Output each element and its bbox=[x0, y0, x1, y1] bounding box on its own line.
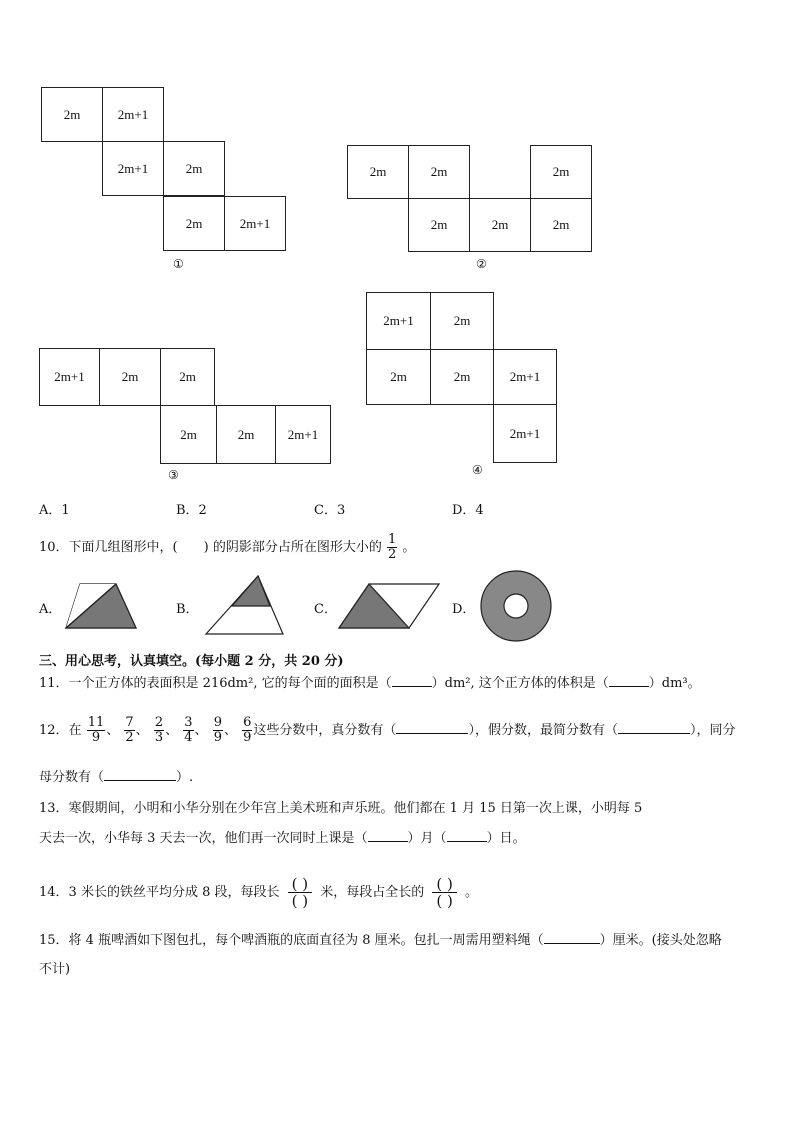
fraction-numerator: 9 bbox=[213, 715, 222, 730]
fraction-numerator: 11 bbox=[87, 715, 105, 730]
net-cell: 2m bbox=[216, 405, 276, 464]
fraction-numerator: 7 bbox=[125, 715, 134, 730]
net-cell: 2m bbox=[163, 196, 225, 251]
q9-option-c[interactable]: C．3 bbox=[314, 503, 346, 518]
q11-text: ）dm³。 bbox=[648, 676, 701, 691]
net-cell: 2m+1 bbox=[102, 141, 164, 196]
q14-text: 14．3 米长的铁丝平均分成 8 段，每段长 bbox=[39, 885, 280, 900]
answer-blank[interactable] bbox=[609, 674, 649, 687]
fraction-denominator: 4 bbox=[184, 730, 193, 745]
fraction bbox=[183, 716, 193, 745]
q10-option-d-label[interactable]: D． bbox=[452, 602, 476, 617]
fraction-denominator: 9 bbox=[91, 730, 101, 745]
fraction-numerator: 3 bbox=[184, 715, 193, 730]
fraction bbox=[124, 716, 134, 745]
answer-blank[interactable] bbox=[447, 829, 487, 842]
net-label: ③ bbox=[168, 468, 179, 482]
q14-question bbox=[39, 870, 478, 916]
net-cell: 2m bbox=[408, 145, 470, 199]
net-cell: 2m bbox=[163, 141, 225, 196]
q14-text: 米，每段占全长的 bbox=[320, 885, 425, 900]
answer-blank[interactable] bbox=[618, 721, 690, 734]
q13-text: ）月（ bbox=[407, 831, 447, 846]
section-3-heading: 三、用心思考，认真填空。(每小题 2 分，共 20 分) bbox=[39, 654, 344, 669]
answer-blank[interactable] bbox=[104, 768, 176, 781]
q10-figure-d-ring bbox=[478, 569, 554, 643]
q12-text: 母分数有（ bbox=[39, 770, 105, 785]
net-cell: 2m+1 bbox=[493, 349, 557, 405]
answer-blank[interactable] bbox=[368, 829, 408, 842]
net-cell: 2m+1 bbox=[39, 348, 100, 406]
q10-option-c-label[interactable]: C． bbox=[314, 602, 337, 617]
net-label: ④ bbox=[472, 463, 483, 477]
q12-text: ）. bbox=[176, 770, 194, 785]
fraction bbox=[154, 716, 164, 745]
q15-question-line2: 不计) bbox=[39, 962, 71, 977]
net-cell: 2m+1 bbox=[275, 405, 331, 464]
separator: 、 bbox=[165, 723, 179, 738]
net-cell: 2m+1 bbox=[224, 196, 286, 251]
net-cell: 2m bbox=[366, 349, 431, 405]
q13-text: 天去一次，小华每 3 天去一次，他们再一次同时上课是（ bbox=[39, 831, 368, 846]
q10-option-a-label[interactable]: A． bbox=[39, 602, 62, 617]
net-cell: 2m+1 bbox=[366, 292, 431, 350]
fraction-denominator: 3 bbox=[154, 730, 164, 745]
net-label: ② bbox=[476, 257, 487, 271]
separator: 、 bbox=[135, 723, 149, 738]
q12-question-line2 bbox=[39, 768, 193, 788]
q12-text: 这些分数中，真分数有（ bbox=[253, 723, 397, 738]
q11-text: 11．一个正方体的表面积是 216dm², 它的每个面的面积是（ bbox=[39, 676, 392, 691]
q13-text: ）日。 bbox=[486, 831, 526, 846]
fraction-numerator-blank[interactable]: ( ) bbox=[432, 876, 456, 893]
q10-question bbox=[39, 533, 415, 562]
fraction bbox=[213, 716, 223, 745]
fraction-denominator-blank[interactable]: ( ) bbox=[291, 892, 309, 910]
q10-end: 。 bbox=[402, 540, 416, 555]
q11-question bbox=[39, 674, 701, 694]
net-cell: 2m bbox=[41, 87, 103, 142]
q9-option-d[interactable]: D．4 bbox=[452, 503, 484, 518]
net-cell: 2m bbox=[469, 198, 531, 252]
answer-blank[interactable] bbox=[544, 931, 600, 944]
q14-text: 。 bbox=[465, 885, 479, 900]
blank-fraction[interactable] bbox=[432, 876, 456, 909]
fraction bbox=[242, 716, 252, 745]
q10-fraction bbox=[387, 533, 397, 562]
q15-text: 15．将 4 瓶啤酒如下图包扎，每个啤酒瓶的底面直径为 8 厘米。包扎一周需用塑料绳（ bbox=[39, 933, 544, 948]
fraction-numerator: 2 bbox=[154, 715, 164, 730]
net-cell: 2m bbox=[160, 348, 215, 406]
net-label: ① bbox=[173, 257, 184, 271]
net-cell: 2m+1 bbox=[102, 87, 164, 142]
q9-option-b[interactable]: B．2 bbox=[176, 503, 207, 518]
q12-text: ），同分 bbox=[689, 723, 736, 738]
q10-figure-a-trapezoid bbox=[64, 582, 138, 630]
fraction-denominator-blank[interactable]: ( ) bbox=[436, 892, 453, 910]
separator: 、 bbox=[223, 723, 237, 738]
fraction-denominator: 9 bbox=[213, 730, 222, 745]
net-cell: 2m bbox=[430, 349, 494, 405]
q13-question-line2 bbox=[39, 829, 526, 849]
q10-figure-c-parallelogram bbox=[337, 582, 441, 630]
net-cell: 2m bbox=[347, 145, 409, 199]
q13-question-line1: 13．寒假期间，小明和小华分别在少年宫上美术班和声乐班。他们都在 1 月 15 日第一次上课，小明每 5 bbox=[39, 801, 643, 816]
net-cell: 2m bbox=[99, 348, 161, 406]
q10-text: 10．下面几组图形中，( ) 的阴影部分占所在图形大小的 bbox=[39, 540, 382, 555]
q15-question-line1 bbox=[39, 931, 722, 951]
q12-question bbox=[39, 710, 735, 752]
fraction-numerator-blank[interactable]: ( ) bbox=[288, 876, 312, 893]
net-cell: 2m bbox=[408, 198, 470, 252]
q12-text: ），假分数，最简分数有（ bbox=[468, 723, 618, 738]
fraction bbox=[87, 716, 106, 745]
answer-blank[interactable] bbox=[392, 674, 432, 687]
fraction-numerator: 6 bbox=[243, 715, 252, 730]
net-cell: 2m bbox=[160, 405, 217, 464]
q11-text: ）dm², 这个正方体的体积是（ bbox=[431, 676, 609, 691]
fraction-denominator: 2 bbox=[387, 547, 397, 562]
net-cell: 2m bbox=[430, 292, 494, 350]
separator: 、 bbox=[194, 723, 208, 738]
net-cell: 2m+1 bbox=[493, 404, 557, 463]
fraction-numerator: 1 bbox=[387, 532, 397, 547]
fraction-denominator: 2 bbox=[125, 730, 134, 745]
separator: 、 bbox=[106, 723, 120, 738]
blank-fraction[interactable] bbox=[288, 876, 312, 909]
fraction-denominator: 9 bbox=[243, 730, 252, 745]
q15-text: ）厘米。(接头处忽略 bbox=[599, 933, 722, 948]
q10-option-b-label[interactable]: B． bbox=[176, 602, 199, 617]
net-cell: 2m bbox=[530, 198, 592, 252]
answer-blank[interactable] bbox=[396, 721, 468, 734]
q10-figure-b-triangle bbox=[203, 574, 287, 636]
q9-option-a[interactable]: A．1 bbox=[39, 503, 70, 518]
net-cell: 2m bbox=[530, 145, 592, 199]
q12-text: 12．在 bbox=[39, 723, 82, 738]
